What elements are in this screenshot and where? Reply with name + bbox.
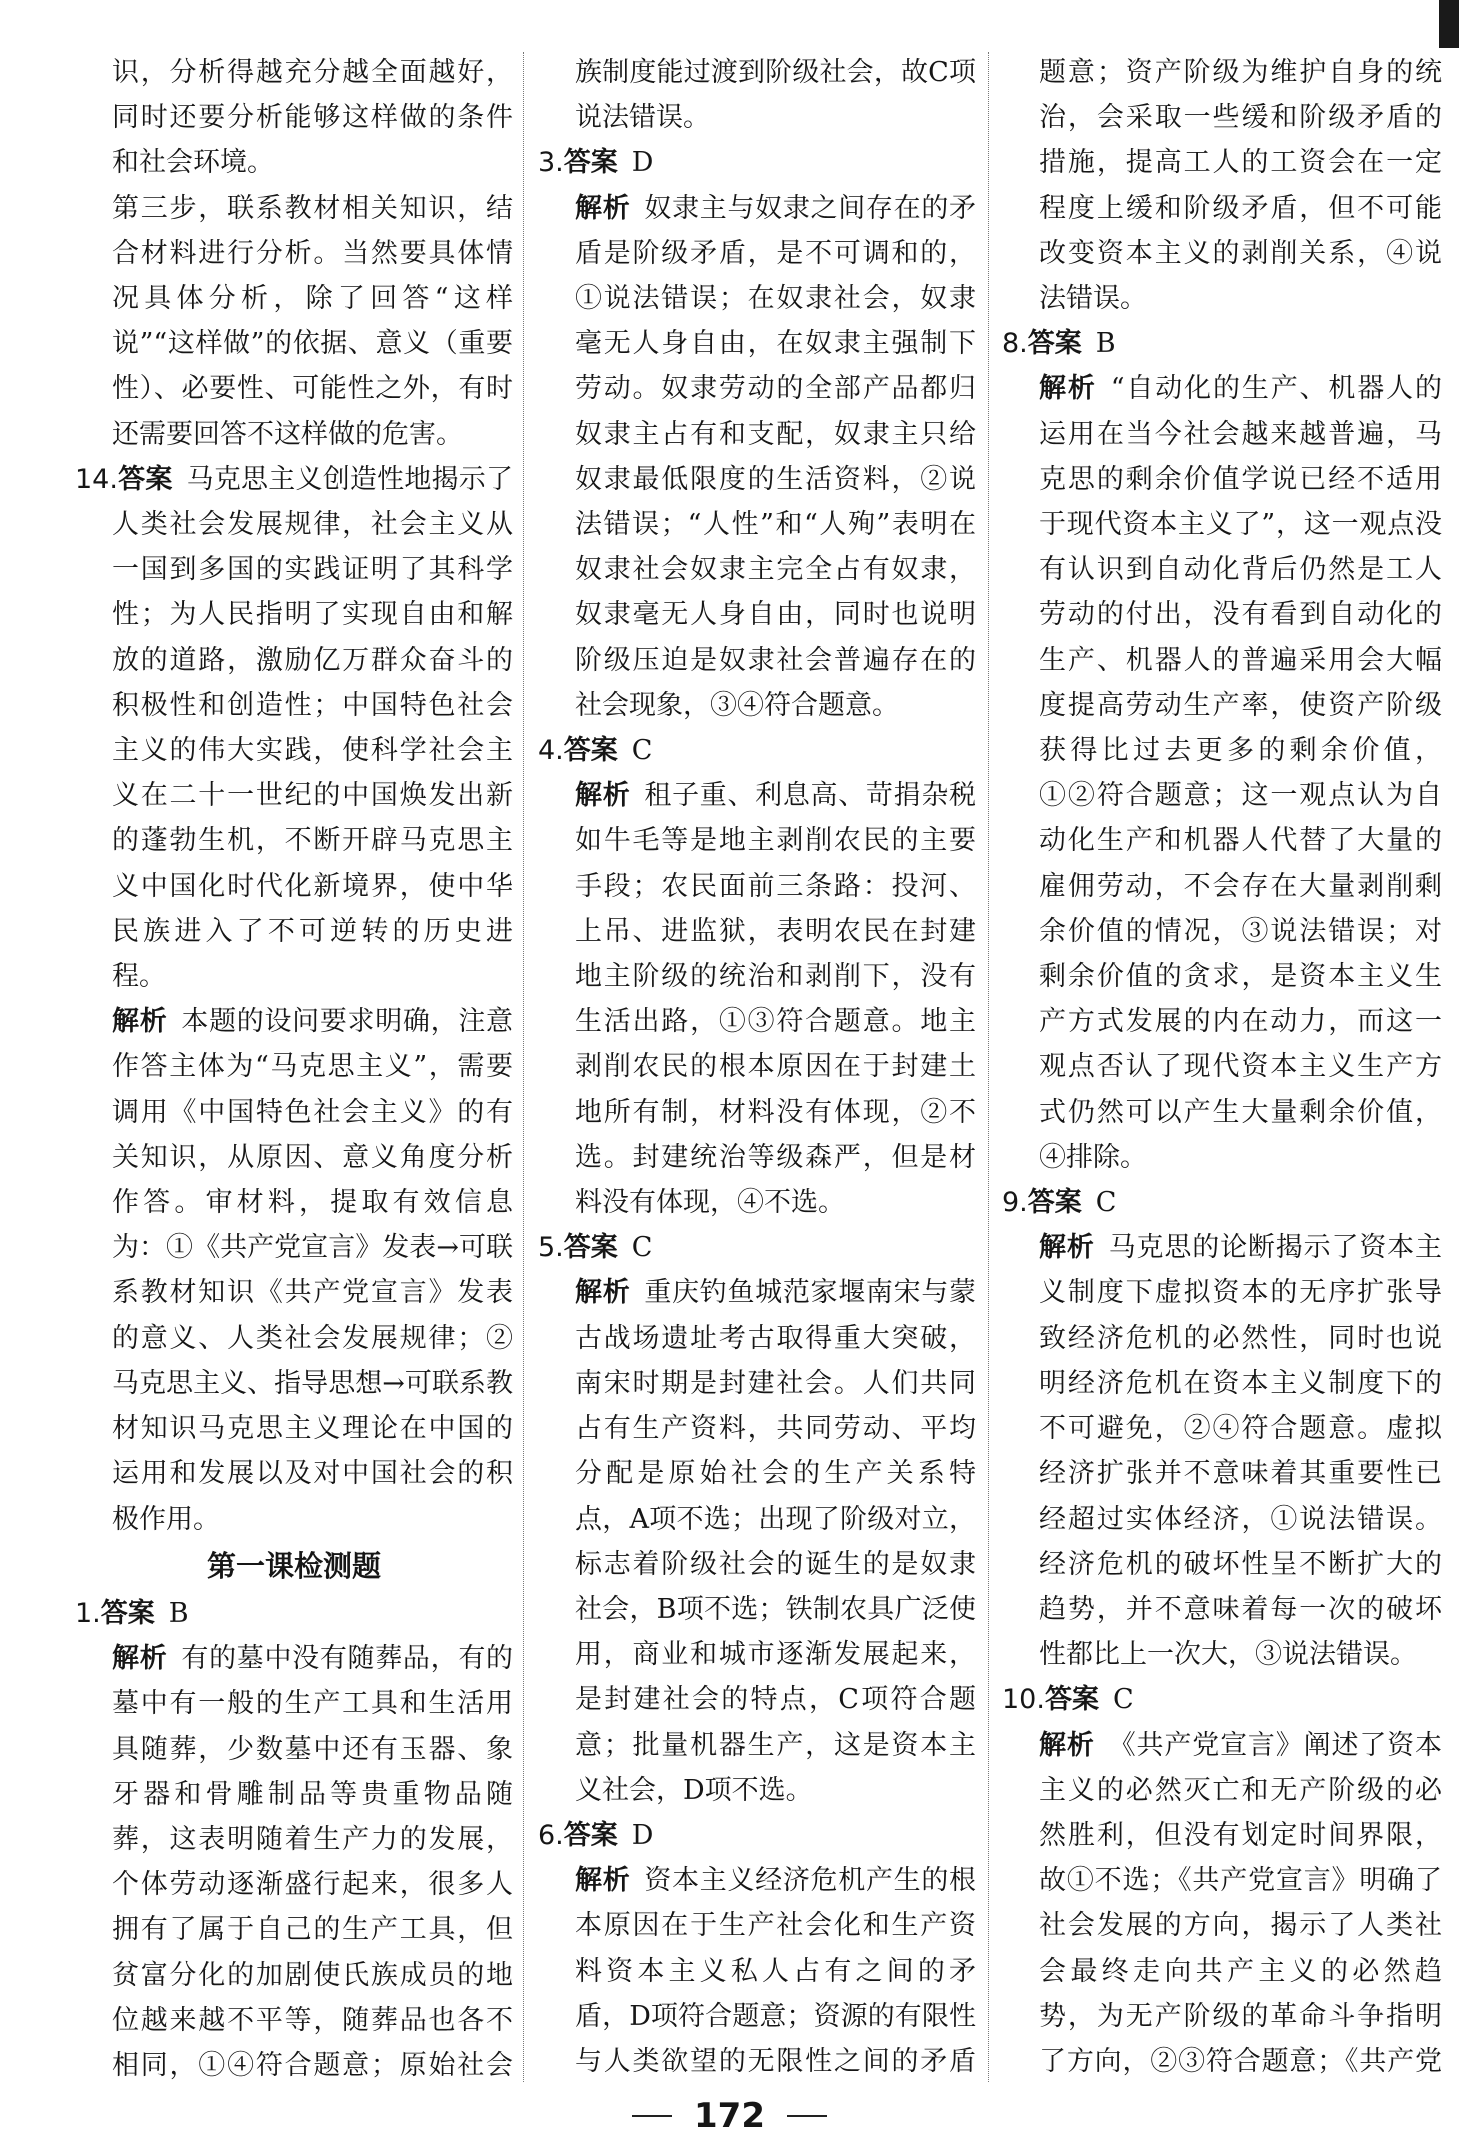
analysis-text: “自动化的生产、机器人的运用在当今社会越来越普遍，马克思的剩余价值学说已经不适用于现代资本主义了”，这一观点没有认识到自动化背后仍然是工人劳动的付出，没有看到自动化的生产、机器人的普遍采用会大幅度提高劳动生产率，使资产阶级获得比过去更多的剩余价值，①②符合题意；这一观点认为自动化生产和机器人代替了大量的雇佣劳动，不会存在大量剥削剩余价值的情况，③说法错误；对剩余价值的贪求，是资本主义生产方式发展的内在动力，而这一观点否认了现代资本主义生产方式仍然可以产生大量剩余价值，④排除。	[1039, 373, 1442, 1173]
analysis-text: 租子重、利息高、苛捐杂税如牛毛等是地主剥削农民的主要手段；农民面前三条路：投河、上吊、进监狱，表明农民在封建地主阶级的统治和剥削下，没有生活出路，①③符合题意。地主剥削农民的根本原因在于封建土地所有制，材料没有体现，②不选。封建统治等级森严，但是材料没有体现，④不选。	[575, 780, 976, 1219]
question-4-answer	[538, 728, 976, 773]
answer-choice: C	[631, 735, 653, 767]
answer-label: 答案	[1044, 1684, 1099, 1716]
analysis-label: 解析	[112, 1643, 168, 1675]
column-divider	[523, 52, 524, 2082]
analysis-text: 马克思的论断揭示了资本主义制度下虚拟资本的无序扩张导致经济危机的必然性，同时也说明经济危机在资本主义制度下的不可避免，②④符合题意。虚拟经济扩张并不意味着其重要性已经超过实体经济，①说法错误。经济危机的破坏性呈不断扩大的趋势，并不意味着每一次的破坏性都比上一次大，③说法错误。	[1039, 1232, 1442, 1671]
question-4-analysis	[538, 773, 976, 1225]
analysis-text: 《共产党宣言》阐述了资本主义的必然灭亡和无产阶级的必然胜利，但没有划定时间界限，故①不选；《共产党宣言》明确了社会发展的方向，揭示了人类社会最终走向共产主义的必然趋势，为无产阶级的革命斗争指明了方向，②③符合题意；《共产党	[1039, 1729, 1442, 2077]
footer-dash-right	[787, 2115, 827, 2117]
analysis-label: 解析	[575, 780, 631, 812]
question-14-analysis	[75, 999, 513, 1541]
column-left	[75, 50, 513, 2085]
answer-choice: B	[168, 1597, 189, 1629]
answer-choice: B	[1095, 328, 1116, 360]
answer-choice: C	[631, 1232, 653, 1264]
answer-label: 答案	[563, 1232, 618, 1264]
question-number: 5.	[538, 1232, 564, 1264]
section-title: 第一课检测题	[206, 1548, 381, 1583]
analysis-label: 解析	[575, 192, 631, 224]
question-10-analysis	[1002, 1723, 1442, 2085]
analysis-text: 资本主义经济危机产生的根本原因在于生产社会化和生产资料资本主义私人占有之间的矛盾，D项符合题意；资源的有限性与人类欲望的无限性之间的矛盾	[575, 1865, 976, 2077]
answer-choice: D	[631, 147, 654, 179]
analysis-text: 本题的设问要求明确，注意作答主体为“马克思主义”，需要调用《中国特色社会主义》的有关知识，从原因、意义角度分析作答。审材料，提取有效信息为：①《共产党宣言》发表→可联系教材知识《共产党宣言》发表的意义、人类社会发展规律；②马克思主义、指导思想→可联系教材知识马克思主义理论在中国的运用和发展以及对中国社会的积极作用。	[112, 1006, 513, 1535]
question-10-answer	[1002, 1677, 1442, 1722]
paragraph-continued: 识，分析得越充分越全面越好，同时还要分析能够这样做的条件和社会环境。	[112, 57, 513, 179]
analysis-text: 奴隶主与奴隶之间存在的矛盾是阶级矛盾，是不可调和的，①说法错误；在奴隶社会，奴隶毫无人身自由，在奴隶主强制下劳动。奴隶劳动的全部产品都归奴隶主占有和支配，奴隶主只给奴隶最低限度的生活资料，②说法错误；“人性”和“人殉”表明在奴隶社会奴隶主完全占有奴隶，奴隶毫无人身自由，同时也说明阶级压迫是奴隶社会普遍存在的社会现象，③④符合题意。	[575, 192, 976, 721]
question-number: 10.	[1002, 1684, 1045, 1716]
answer-text: 马克思主义创造性地揭示了人类社会发展规律，社会主义从一国到多国的实践证明了其科学性；为人民指明了实现自由和解放的道路，激励亿万群众奋斗的积极性和创造性；中国特色社会主义的伟大实践，使科学社会主义在二十一世纪的中国焕发出新的蓬勃生机，不断开辟马克思主义中国化时代化新境界，使中华民族进入了不可逆转的历史进程。	[112, 463, 513, 993]
question-14-answer	[75, 457, 513, 999]
answer-choice: C	[1095, 1187, 1117, 1219]
question-number: 3.	[538, 147, 564, 179]
answer-label: 答案	[100, 1597, 155, 1629]
answer-label: 答案	[563, 735, 618, 767]
question-number: 14.	[75, 463, 118, 495]
question-3-answer	[538, 140, 976, 185]
analysis-label: 解析	[1039, 373, 1097, 405]
question-6-answer	[538, 1813, 976, 1858]
footer-dash-left	[632, 2115, 672, 2117]
paragraph-step3: 第三步，联系教材相关知识，结合材料进行分析。当然要具体情况具体分析，除了回答“这样说”“这样做”的依据、意义（重要性）、必要性、可能性之外，有时还需要回答不这样做的危害。	[112, 192, 513, 450]
answer-label: 答案	[563, 147, 618, 179]
answer-label: 答案	[1027, 1187, 1082, 1219]
answer-choice: D	[631, 1819, 654, 1851]
column-right	[1002, 50, 1442, 2085]
analysis-text: 有的墓中没有随葬品，有的墓中有一般的生产工具和生活用具随葬，少数墓中还有玉器、象牙器和骨雕制品等贵重物品随葬，这表明随着生产力的发展，个体劳动逐渐盛行起来，很多人拥有了属于自己的生产工具，但贫富分化的加剧使氏族成员的地位越来越不平等，随葬品也各不相同，①④符合题意；原始社会	[112, 1643, 513, 2081]
question-8-answer	[1002, 321, 1442, 366]
question-number: 1.	[75, 1597, 101, 1629]
edge-tab-marker	[1439, 0, 1459, 48]
analysis-label: 解析	[575, 1277, 631, 1309]
paragraph-continued: 族制度能过渡到阶级社会，故C项说法错误。	[575, 57, 976, 134]
question-number: 8.	[1002, 328, 1028, 360]
column-middle	[538, 50, 976, 2085]
analysis-label: 解析	[1039, 1232, 1095, 1264]
answer-label: 答案	[117, 463, 173, 495]
question-number: 6.	[538, 1819, 564, 1851]
question-3-analysis	[538, 186, 976, 728]
question-9-answer	[1002, 1180, 1442, 1225]
question-5-analysis	[538, 1270, 976, 1812]
column-divider	[988, 52, 989, 2082]
analysis-label: 解析	[1039, 1729, 1095, 1761]
question-1-analysis	[75, 1636, 513, 2085]
analysis-text: 重庆钓鱼城范家堰南宋与蒙古战场遗址考古取得重大突破，南宋时期是封建社会。人们共同占有生产资料，共同劳动、平均分配是原始社会的生产关系特点，A项不选；出现了阶级对立，标志着阶级社会的诞生的是奴隶社会，B项不选；铁制农具广泛使用，商业和城市逐渐发展起来，是封建社会的特点，C项符合题意；批量机器生产，这是资本主义社会，D项不选。	[575, 1277, 976, 1806]
answer-label: 答案	[563, 1819, 618, 1851]
question-number: 4.	[538, 735, 564, 767]
question-8-analysis	[1002, 366, 1442, 1180]
analysis-label: 解析	[112, 1006, 168, 1038]
question-9-analysis	[1002, 1225, 1442, 1677]
question-6-analysis	[538, 1858, 976, 2085]
answer-choice: C	[1112, 1684, 1134, 1716]
page-number: 172	[694, 2096, 765, 2136]
paragraph-continued: 题意；资产阶级为维护自身的统治，会采取一些缓和阶级矛盾的措施，提高工人的工资会在一定程度上缓和阶级矛盾，但不可能改变资本主义的剥削关系，④说法错误。	[1039, 57, 1442, 315]
question-5-answer	[538, 1225, 976, 1270]
question-number: 9.	[1002, 1187, 1028, 1219]
question-1-answer	[75, 1591, 513, 1636]
analysis-label: 解析	[575, 1865, 631, 1897]
answer-label: 答案	[1027, 328, 1082, 360]
page-footer	[0, 2096, 1459, 2136]
